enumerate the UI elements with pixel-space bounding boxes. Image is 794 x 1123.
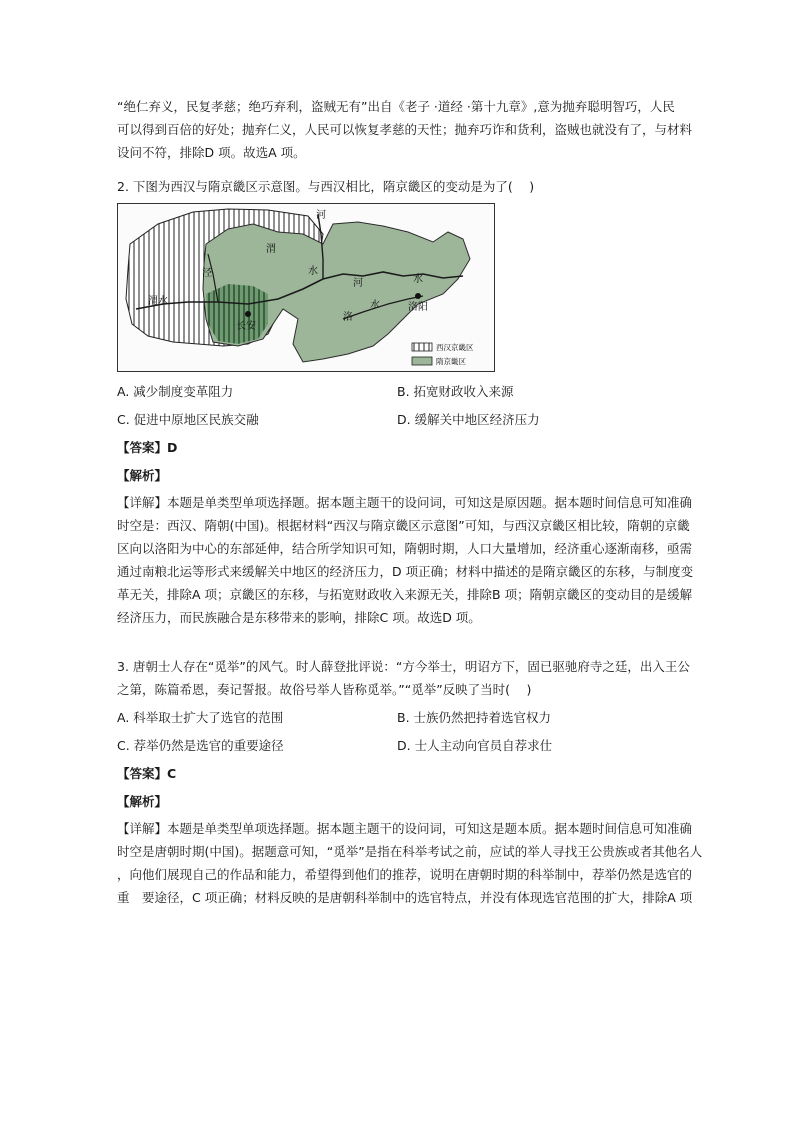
q3-option-d: D. 士人主动向官员自荐求仕 [397, 738, 553, 753]
text-line: 【详解】本题是单类型单项选择题。据本题主题干的设问词，可知这是原因题。据本题时间信息可知准确 [117, 495, 693, 510]
text-line: 【详解】本题是单类型单项选择题。据本题主题干的设问词，可知这是题本质。据本题时间信息可知准确 [117, 821, 693, 836]
text-line: 区向以洛阳为中心的东部延伸，结合所学知识可知，隋朝时期，人口大量增加，经济重心逐渐南移，亟需 [117, 541, 693, 556]
q2-option-c: C. 促进中原地区民族交融 [117, 412, 259, 427]
legend-label: 西汉京畿区 [436, 343, 474, 352]
map-label: 洛阳 [408, 302, 428, 313]
text-line: 革无关，排除A 项；京畿区的东移，与拓宽财政收入来源无关，排除B 项；隋朝京畿区的变动目的是缓解 [117, 587, 693, 602]
q3-stem [117, 655, 690, 701]
q2-option-a: A. 减少制度变革阻力 [117, 384, 234, 399]
map-label: 水 [413, 274, 423, 285]
luoyang-dot [415, 293, 421, 299]
map-label: 水 [308, 266, 318, 277]
map-figure [118, 204, 494, 371]
q2-stem [117, 175, 687, 198]
text-line: ，向他们展现自己的作品和能力，希望得到他们的推荐，说明在唐朝时期的科举制中，荐举仍然是选官的 [117, 867, 693, 882]
map-legend [412, 342, 474, 366]
text-line: 时空是：西汉、隋朝(中国)。根据材料“西汉与隋京畿区示意图”可知，与西汉京畿区相比较，隋朝的京畿 [117, 518, 690, 533]
overlap-region [206, 284, 268, 344]
text-line: 设问不符，排除D 项。故选A 项。 [117, 145, 306, 160]
q1-explanation-tail [117, 95, 693, 164]
map-label: 长安 [236, 321, 256, 332]
q2-option-d: D. 缓解关中地区经济压力 [397, 412, 540, 427]
map-label: 水 [370, 300, 380, 311]
q2-analysis-label: 【解析】 [117, 468, 168, 483]
capital-region-map [117, 203, 495, 372]
text-line: 时空是唐朝时期(中国)。据题意可知，“觅举”是指在科举考试之前，应试的举人寻找王公贵族或者其他名人 [117, 844, 703, 859]
q2-option-b: B. 拓宽财政收入来源 [397, 384, 514, 399]
text-line: 之第，陈篇希恩，奏记誓报。故俗号举人皆称觅举。”“觅举”反映了当时( ) [117, 682, 532, 697]
map-label: 洛 [343, 312, 353, 323]
q3-answer: 【答案】C [117, 766, 177, 781]
q3-option-b: B. 士族仍然把持着选官权力 [397, 710, 552, 725]
q3-option-c: C. 荐举仍然是选官的重要途径 [117, 738, 284, 753]
changan-dot [245, 311, 251, 317]
map-label: 泾 [202, 268, 212, 279]
map-label: 河 [353, 278, 363, 289]
text-line: 经济压力，而民族融合是东移带来的影响，排除C 项。故选D 项。 [117, 610, 481, 625]
q3-analysis-label: 【解析】 [117, 794, 168, 809]
map-label: 渭水 [148, 296, 168, 307]
q3-option-a: A. 科举取士扩大了选官的范围 [117, 710, 284, 725]
map-label: 渭 [266, 244, 276, 255]
text-line: 3. 唐朝士人存在“觅举”的风气。时人薛登批评说：“方今举士，明诏方下，固已驱驰府寺之廷，出入王公 [117, 659, 690, 674]
text-line: 2. 下图为西汉与隋京畿区示意图。与西汉相比，隋京畿区的变动是为了( ) [117, 179, 535, 194]
legend-label: 隋京畿区 [436, 357, 466, 366]
text-line: 通过南粮北运等形式来缓解关中地区的经济压力，D 项正确；材料中描述的是隋京畿区的东移，与制度变 [117, 564, 694, 579]
map-label: 河 [316, 210, 326, 221]
text-line: “绝仁弃义，民复孝慈；绝巧弃利，盗贼无有”出自《老子 ·道经 ·第十九章》,意为抛弃聪明智巧，人民 [117, 99, 675, 114]
q3-detail [117, 817, 703, 909]
text-line: 可以得到百倍的好处；抛弃仁义，人民可以恢复孝慈的天性；抛弃巧诈和货利，盗贼也就没有了，与材料 [117, 122, 693, 137]
text-line: 重 要途径，C 项正确；材料反映的是唐朝科举制中的选官特点，并没有体现选官范围的扩大，排除A 项 [117, 890, 693, 905]
q2-detail [117, 491, 694, 629]
q2-answer: 【答案】D [117, 440, 178, 455]
